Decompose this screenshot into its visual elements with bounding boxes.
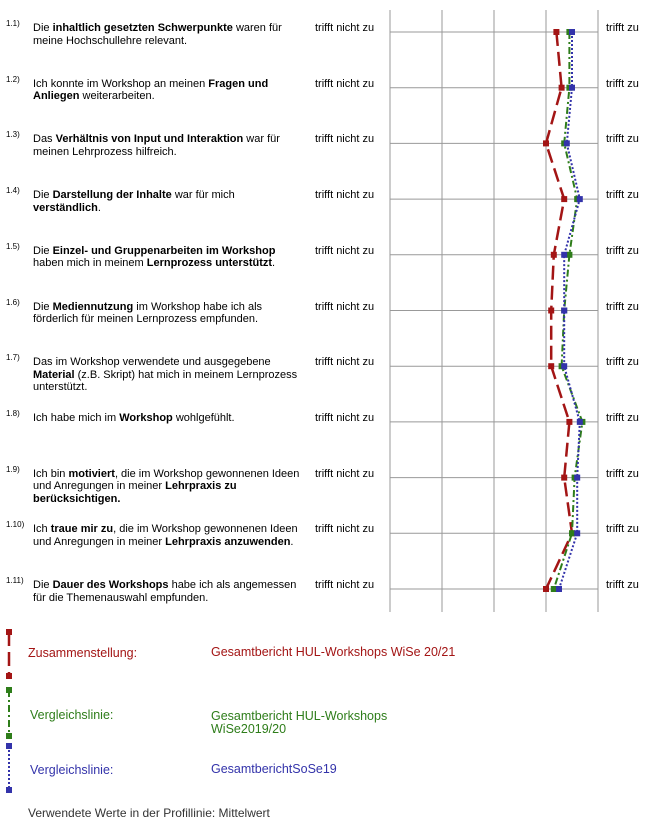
statement-emphasis: inhaltlich gesetzten Schwerpunkte [52,22,233,34]
legend-marker [6,629,12,635]
scale-left-label: trifft nicht zu [315,22,375,34]
series-3-point [561,252,567,258]
statement-text: war für meinen Lehrprozess hilfreich. [33,133,280,158]
series-1-point [543,140,549,146]
scale-right-label: trifft zu [606,133,639,146]
series-3-point [574,475,580,481]
legend-marker [6,787,12,793]
statement-emphasis: motiviert [68,467,115,480]
item-number: 1.11) [6,576,24,585]
item-number: 1.6) [6,297,20,307]
series-3-point [556,586,562,592]
statement-emphasis: Mediennutzung [52,300,134,313]
statement-text: Die [33,244,53,257]
scale-right-label: trifft zu [606,579,639,591]
series-3-point [574,530,580,536]
statement-text: Das [33,133,56,146]
statement-text: , die im Workshop gewonnenen Ideen und Anregungen in meiner [33,523,298,548]
statement-text: Ich konnte im Workshop an meinen [33,77,209,90]
statement-emphasis: Lehrpraxis zu berücksichtigen. [33,480,237,505]
statement-text: Die [33,22,53,34]
scale-right-label: trifft zu [606,189,639,202]
legend-marker [6,733,12,739]
scale-right-label: trifft zu [606,523,639,536]
scale-right-label: trifft zu [606,77,639,90]
statement-text: Das im Workshop verwendete und ausgegebene [33,356,271,369]
series-3-point [561,363,567,369]
statement-emphasis: Verhältnis von Input und Interaktion [55,133,244,146]
statement-emphasis: traue mir zu [50,523,114,536]
series-3-point [569,85,575,91]
scale-left-label: trifft nicht zu [315,523,375,536]
scale-left-label: trifft nicht zu [315,411,375,424]
statement-text: Ich bin [33,467,69,480]
series-3-point [564,140,570,146]
scale-left-label: trifft nicht zu [315,133,375,146]
series-1-point [559,85,565,91]
statement-emphasis: Lernprozess unterstützt [146,257,273,270]
statement-text: war für mich [171,189,235,202]
series-1-point [548,363,554,369]
legend-series-name: Gesamtbericht HUL-Workshops WiSe2019/20 [211,709,388,736]
series-3-point [561,308,567,314]
scale-left-label: trifft nicht zu [315,189,375,202]
statement-text: . [97,201,101,214]
series-1-point [548,308,554,314]
scale-left-label: trifft nicht zu [315,300,375,313]
scale-right-label: trifft zu [606,467,639,480]
series-3-point [569,29,575,35]
statement-text: . [272,257,276,270]
legend-label: Vergleichslinie: [30,708,114,722]
item-number: 1.8) [6,408,20,418]
statement-text: Die [33,579,53,591]
legend-marker [6,687,12,693]
legend-marker [6,743,12,749]
statement-emphasis: Workshop [119,411,173,424]
statement-text: , die im Workshop gewonnenen Ideen und Anregungen in meiner [33,467,300,493]
item-number: 1.3) [6,130,20,140]
scale-right-label: trifft zu [606,244,639,257]
statement-text: weiterarbeiten. [79,90,155,103]
series-2-point [566,252,572,258]
statement-emphasis: Darstellung der Inhalte [52,189,172,202]
item-number: 1.10) [6,520,25,530]
legend-marker [6,673,12,679]
statement-emphasis: Einzel- und Gruppenarbeiten im Workshop [52,244,276,257]
statement-text: Ich [33,523,51,536]
series-3-point [577,419,583,425]
statement-text: . [290,535,294,548]
legend-label: Zusammenstellung: [28,646,138,660]
series-3-point [577,196,583,202]
item-number: 1.4) [6,186,20,196]
series-2-point [569,530,575,536]
scale-right-label: trifft zu [606,300,639,313]
statement-text: waren für meine Hochschullehre relevant. [33,22,282,47]
item-number: 1.9) [6,464,20,474]
legend-series-name: Gesamtbericht HUL-Workshops WiSe 20/21 [211,645,456,659]
statement-text: Die [33,189,53,202]
scale-left-label: trifft nicht zu [315,77,375,90]
statement-text: (z.B. Skript) hat mich in meinem Lernprozess unterstützt. [33,368,298,394]
statement-emphasis: verständlich [33,201,98,214]
statement-emphasis: Lehrpraxis anzuwenden [165,535,291,548]
scale-right-label: trifft zu [606,22,639,34]
series-1-point [551,252,557,258]
series-1-point [561,475,567,481]
scale-right-label: trifft zu [606,411,639,424]
item-number: 1.1) [6,19,20,28]
statement-text: Die [33,300,53,313]
scale-left-label: trifft nicht zu [315,356,375,369]
scale-right-label: trifft zu [606,356,639,369]
statement-emphasis: Fragen und Anliegen [33,77,269,103]
legend-label: Vergleichslinie: [30,763,114,777]
statement-emphasis: Material [33,368,75,381]
statement-text: wohlgefühlt. [172,411,235,424]
statement-emphasis: Dauer des Workshops [52,579,169,591]
series-1-point [553,29,559,35]
item-number: 1.2) [6,74,20,84]
scale-left-label: trifft nicht zu [315,244,375,257]
item-number: 1.7) [6,353,20,363]
statement-text: habe ich als angemessen für die Themenauswahl empfunden. [33,579,297,604]
series-2-point [551,586,557,592]
statement-text: Ich habe mich im [33,411,120,424]
statement-text: haben mich in meinem [33,257,147,270]
scale-left-label: trifft nicht zu [315,467,375,480]
footer-note: Verwendete Werte in der Profillinie: Mittelwert [28,806,270,820]
scale-left-label: trifft nicht zu [315,579,375,591]
series-1-point [561,196,567,202]
series-1-point [543,586,549,592]
statement-text: im Workshop habe ich als förderlich für meinen Lernprozess empfunden. [33,300,263,325]
series-1-point [566,419,572,425]
item-number: 1.5) [6,241,20,251]
legend-series-name: GesamtberichtSoSe19 [211,762,337,776]
